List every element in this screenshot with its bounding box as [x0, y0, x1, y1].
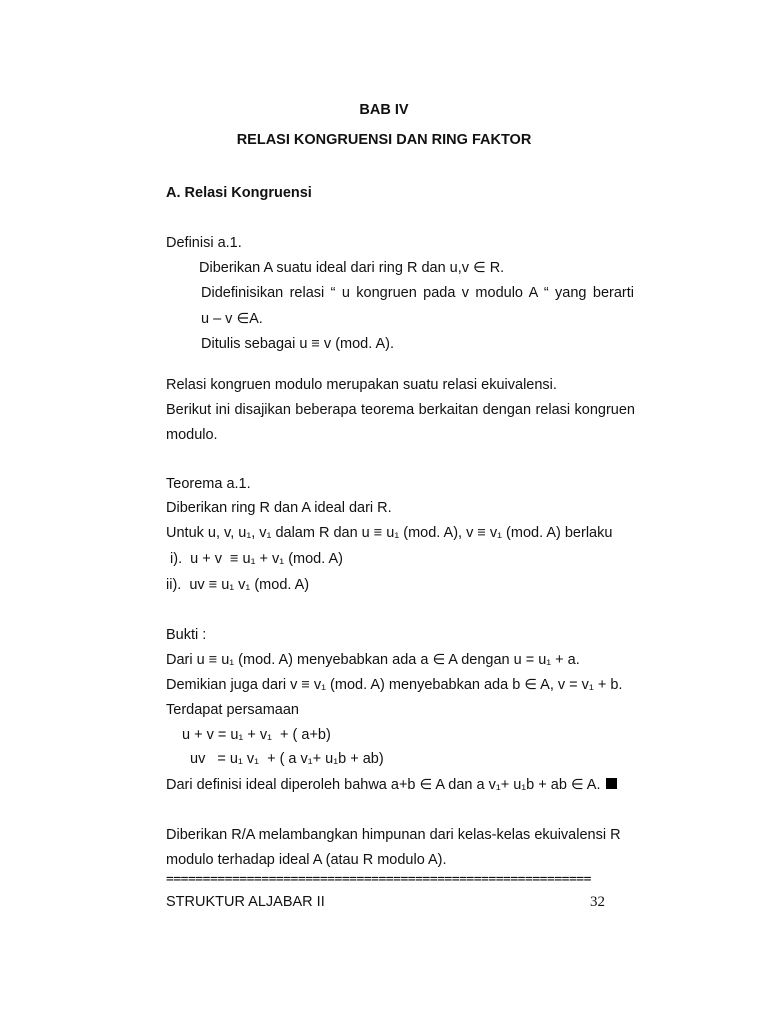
proof-conclusion — [166, 775, 617, 795]
theorem-line-2: Untuk u, v, u₁, v₁ dalam R dan u ≡ u₁ (mod. A), v ≡ v₁ (mod. A) berlaku — [166, 525, 613, 541]
paragraph-2-line-2: modulo terhadap ideal A (atau R modulo A). — [166, 852, 447, 868]
theorem-item-2: ii). uv ≡ u₁ v₁ (mod. A) — [166, 577, 310, 593]
proof-line-4: Dari definisi ideal diperoleh bahwa a+b ∈ A dan a v₁+ u₁b + ab ∈ A. — [166, 777, 601, 793]
proof-line-2: Demikian juga dari v ≡ v₁ (mod. A) menyebabkan ada b ∈ A, v = v₁ + b. — [166, 677, 623, 693]
paragraph-1-line-2: Berikut ini disajikan beberapa teorema berkaitan dengan relasi kongruen — [166, 402, 635, 418]
definition-line-3: u – v ∈A. — [201, 311, 263, 327]
proof-label: Bukti : — [166, 627, 207, 643]
section-heading: A. Relasi Kongruensi — [166, 185, 312, 201]
qed-square-icon — [606, 778, 617, 789]
paragraph-1-line-1: Relasi kongruen modulo merupakan suatu relasi ekuivalensi. — [166, 377, 557, 393]
proof-equation-1: u + v = u₁ + v₁ + ( a+b) — [182, 727, 331, 743]
page-number: 32 — [590, 894, 605, 910]
definition-label: Definisi a.1. — [166, 235, 242, 251]
paragraph-1-line-3: modulo. — [166, 427, 218, 443]
definition-line-1: Diberikan A suatu ideal dari ring R dan u,v ∈ R. — [199, 260, 505, 276]
chapter-title: RELASI KONGRUENSI DAN RING FAKTOR — [236, 132, 532, 148]
theorem-line-1: Diberikan ring R dan A ideal dari R. — [166, 500, 392, 516]
footer-rule: ========================================================== — [166, 872, 591, 887]
footer-course: STRUKTUR ALJABAR II — [166, 894, 325, 910]
definition-line-4: Ditulis sebagai u ≡ v (mod. A). — [201, 336, 395, 352]
theorem-label: Teorema a.1. — [166, 476, 251, 492]
proof-line-3: Terdapat persamaan — [166, 702, 299, 718]
definition-line-2: Didefinisikan relasi “ u kongruen pada v modulo A “ yang berarti — [201, 285, 634, 301]
theorem-item-1: i). u + v ≡ u₁ + v₁ (mod. A) — [166, 551, 343, 567]
proof-line-1: Dari u ≡ u₁ (mod. A) menyebabkan ada a ∈ A dengan u = u₁ + a. — [166, 652, 580, 668]
proof-equation-2: uv = u₁ v₁ + ( a v₁+ u₁b + ab) — [190, 751, 384, 767]
chapter-heading: BAB IV — [359, 102, 409, 118]
paragraph-2-line-1: Diberikan R/A melambangkan himpunan dari kelas-kelas ekuivalensi R — [166, 827, 621, 843]
